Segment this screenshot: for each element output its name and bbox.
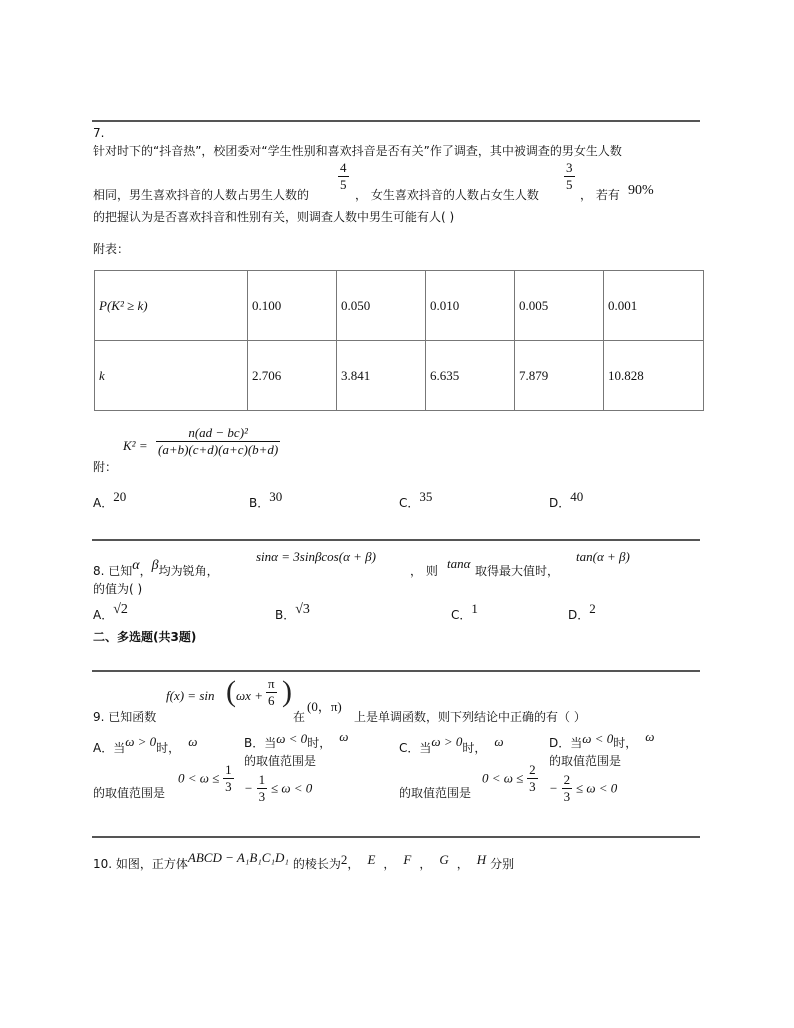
- option-omega: ω: [339, 729, 349, 744]
- option-value: 2: [589, 601, 596, 616]
- q7-formula-num: n(ad − bc)²: [188, 425, 248, 440]
- range-lhs: −: [244, 780, 253, 796]
- q8-mid3: 取得最大值时，: [475, 564, 560, 578]
- q10-sep: ，: [456, 857, 469, 871]
- option-label: A．: [93, 608, 114, 622]
- q10-sep: ，: [347, 857, 360, 871]
- q9-option-b-range-text: 的取值范围是: [244, 754, 317, 768]
- q7-appendix-label: 附表：: [93, 242, 130, 256]
- q9-option-b-range: [244, 772, 312, 805]
- option-value: √3: [295, 602, 310, 617]
- q8-alpha: α: [132, 558, 140, 573]
- table-cell: 0.010: [426, 271, 515, 341]
- option-label: B．当: [244, 736, 277, 750]
- q9-func-lhs: f(x) = sin: [166, 688, 215, 703]
- q9-option-c-range-text: 的取值范围是: [399, 786, 472, 800]
- q9-rest: 上是单调函数，则下列结论中正确的有（ ）: [354, 710, 586, 724]
- option-condition: ω < 0: [276, 731, 308, 746]
- option-value: 40: [570, 489, 584, 504]
- range-rhs: ≤ ω < 0: [575, 780, 618, 796]
- q10-H: H: [476, 852, 487, 867]
- option-label: B．: [275, 608, 296, 622]
- q7-option-b[interactable]: [249, 489, 283, 511]
- option-value: 1: [471, 601, 478, 616]
- range-lhs: 0 < ω ≤: [178, 770, 220, 786]
- q7-formula-den: (a+b)(c+d)(a+c)(b+d): [158, 442, 279, 457]
- option-label: C．当: [399, 741, 432, 755]
- table-cell: 2.706: [248, 341, 337, 411]
- q8-tan-sum: tan(α + β): [576, 549, 630, 564]
- table-row2-label: k: [95, 341, 248, 411]
- option-value: √2: [113, 602, 128, 617]
- range-lhs: 0 < ω ≤: [482, 770, 524, 786]
- q8-option-a[interactable]: [93, 602, 128, 624]
- range-fraction: [257, 772, 268, 805]
- table-cell: 10.828: [604, 341, 704, 411]
- q9-option-d-range-text: 的取值范围是: [549, 754, 622, 768]
- range-num: 1: [258, 772, 266, 787]
- option-label: A．: [93, 496, 114, 510]
- option-omega: ω: [645, 729, 655, 744]
- q7-fraction-3-5: [564, 160, 575, 193]
- q7-formula-prefix: 附：: [93, 460, 118, 474]
- divider-q10: [92, 836, 700, 838]
- range-num: 2: [563, 772, 571, 787]
- q9-option-d-range: [549, 772, 617, 805]
- option-tail: 时，: [307, 736, 332, 750]
- range-num: 1: [225, 762, 232, 777]
- q7-line2-c: ， 若有: [580, 188, 620, 202]
- q9-func-arg: ωx +: [236, 688, 263, 703]
- table-row: [95, 341, 704, 411]
- q10-G: G: [439, 852, 449, 867]
- q9-interval: (0，π): [307, 699, 342, 714]
- q7-option-c[interactable]: [399, 489, 433, 511]
- q8-line2: 的值为( ): [93, 582, 143, 596]
- range-fraction: [527, 762, 538, 795]
- option-label: C．: [451, 608, 472, 622]
- option-label: A．当: [93, 741, 126, 755]
- q9-pi-den: 6: [266, 692, 277, 709]
- q7-formula-fraction: [156, 425, 280, 458]
- q7-frac1-num: 4: [340, 160, 347, 175]
- q10-line1: [93, 850, 515, 872]
- range-lhs: −: [549, 780, 558, 796]
- q10-edge: 2: [340, 852, 348, 867]
- q7-line2-b: ， 女生喜欢抖音的人数占女生人数: [355, 188, 539, 202]
- option-condition: ω > 0: [125, 734, 157, 749]
- range-den: 3: [529, 779, 536, 794]
- q10-sep: ，: [419, 857, 432, 871]
- q7-option-a[interactable]: [93, 489, 127, 511]
- q10-cube: ABCD − A₁B₁C₁D₁: [187, 850, 289, 865]
- table-cell: 0.050: [337, 271, 426, 341]
- q8-comma: ，: [139, 564, 152, 578]
- q9-at: 在: [293, 710, 306, 724]
- option-value: 20: [113, 489, 127, 504]
- q10-sep: ，: [383, 857, 396, 871]
- option-omega: ω: [494, 734, 504, 749]
- range-fraction: [223, 762, 234, 795]
- option-condition: ω < 0: [582, 731, 614, 746]
- q10-E: E: [367, 852, 376, 867]
- q7-frac2-num: 3: [566, 160, 573, 175]
- option-tail: 时，: [156, 741, 181, 755]
- range-fraction: [562, 772, 573, 805]
- option-tail: 时，: [613, 736, 638, 750]
- option-label: D．当: [549, 736, 583, 750]
- q7-option-d[interactable]: [549, 489, 584, 511]
- q9-option-a-range: [178, 762, 234, 795]
- option-label: C．: [399, 496, 420, 510]
- q7-formula-lhs: K² =: [123, 438, 148, 453]
- q9-pi-num: π: [268, 676, 275, 691]
- q10-end: 分别: [490, 857, 515, 871]
- k-critical-value-table: [94, 270, 704, 411]
- q8-equation: sinα = 3sinβcos(α + β): [256, 549, 376, 564]
- q8-tan-alpha: tanα: [447, 556, 471, 571]
- option-label: D．: [568, 608, 590, 622]
- q8-option-c[interactable]: [451, 601, 478, 623]
- q9-option-a-range-text: 的取值范围是: [93, 786, 166, 800]
- divider-q9: [92, 670, 700, 672]
- q8-mid1: 均为锐角，: [158, 564, 219, 578]
- q9-start: 9. 已知函数: [93, 710, 157, 724]
- table-cell: 3.841: [337, 341, 426, 411]
- q8-mid2: ， 则: [410, 564, 438, 578]
- range-den: 3: [258, 789, 266, 804]
- q9-paren-right: ): [282, 675, 292, 708]
- q8-beta: β: [151, 558, 159, 573]
- table-cell: 0.001: [604, 271, 704, 341]
- range-den: 3: [225, 779, 232, 794]
- table-cell: 6.635: [426, 341, 515, 411]
- q10-start: 10. 如图，正方体: [93, 857, 188, 871]
- option-tail: 时，: [462, 741, 487, 755]
- q7-line1: 针对时下的“抖音热”，校团委对“学生性别和喜欢抖音是否有关”作了调查，其中被调查的男女生人数: [93, 144, 622, 158]
- q8-start: 8. 已知: [93, 564, 133, 578]
- section-heading-multiple-choice: 二、多选题(共3题): [93, 630, 197, 644]
- q9-option-c[interactable]: [399, 734, 504, 756]
- q9-option-c-range: [482, 762, 538, 795]
- q7-percent: 90%: [628, 183, 654, 198]
- q7-frac2-den: 5: [566, 177, 573, 192]
- q8-line1: [93, 558, 219, 580]
- q9-option-a[interactable]: [93, 734, 198, 756]
- option-label: D．: [549, 496, 571, 510]
- option-value: 35: [419, 489, 433, 504]
- q8-option-b[interactable]: [275, 602, 310, 624]
- q9-option-b[interactable]: [244, 729, 349, 751]
- option-value: 30: [269, 489, 283, 504]
- q9-option-d[interactable]: [549, 729, 655, 751]
- range-num: 2: [529, 762, 536, 777]
- table-row1-label: P(K² ≥ k): [95, 271, 248, 341]
- q7-frac1-den: 5: [340, 177, 347, 192]
- option-label: B．: [249, 496, 270, 510]
- divider-q7: [92, 120, 700, 122]
- range-rhs: ≤ ω < 0: [270, 780, 313, 796]
- q9-paren-left: (: [226, 675, 236, 708]
- table-cell: 0.005: [515, 271, 604, 341]
- q9-pi-over-6: [266, 676, 277, 709]
- q7-fraction-4-5: [338, 160, 349, 193]
- option-condition: ω > 0: [431, 734, 463, 749]
- q10-F: F: [403, 852, 412, 867]
- q7-number: 7.: [93, 126, 105, 140]
- range-den: 3: [563, 789, 571, 804]
- q7-line2-a: 相同，男生喜欢抖音的人数占男生人数的: [93, 188, 310, 202]
- q8-option-d[interactable]: [568, 601, 596, 623]
- option-omega: ω: [188, 734, 198, 749]
- divider-q8: [92, 539, 700, 541]
- q7-line3: 的把握认为是否喜欢抖音和性别有关，则调查人数中男生可能有人( ): [93, 210, 455, 224]
- table-row: [95, 271, 704, 341]
- q10-mid: 的棱长为: [292, 857, 341, 871]
- table-cell: 7.879: [515, 341, 604, 411]
- table-cell: 0.100: [248, 271, 337, 341]
